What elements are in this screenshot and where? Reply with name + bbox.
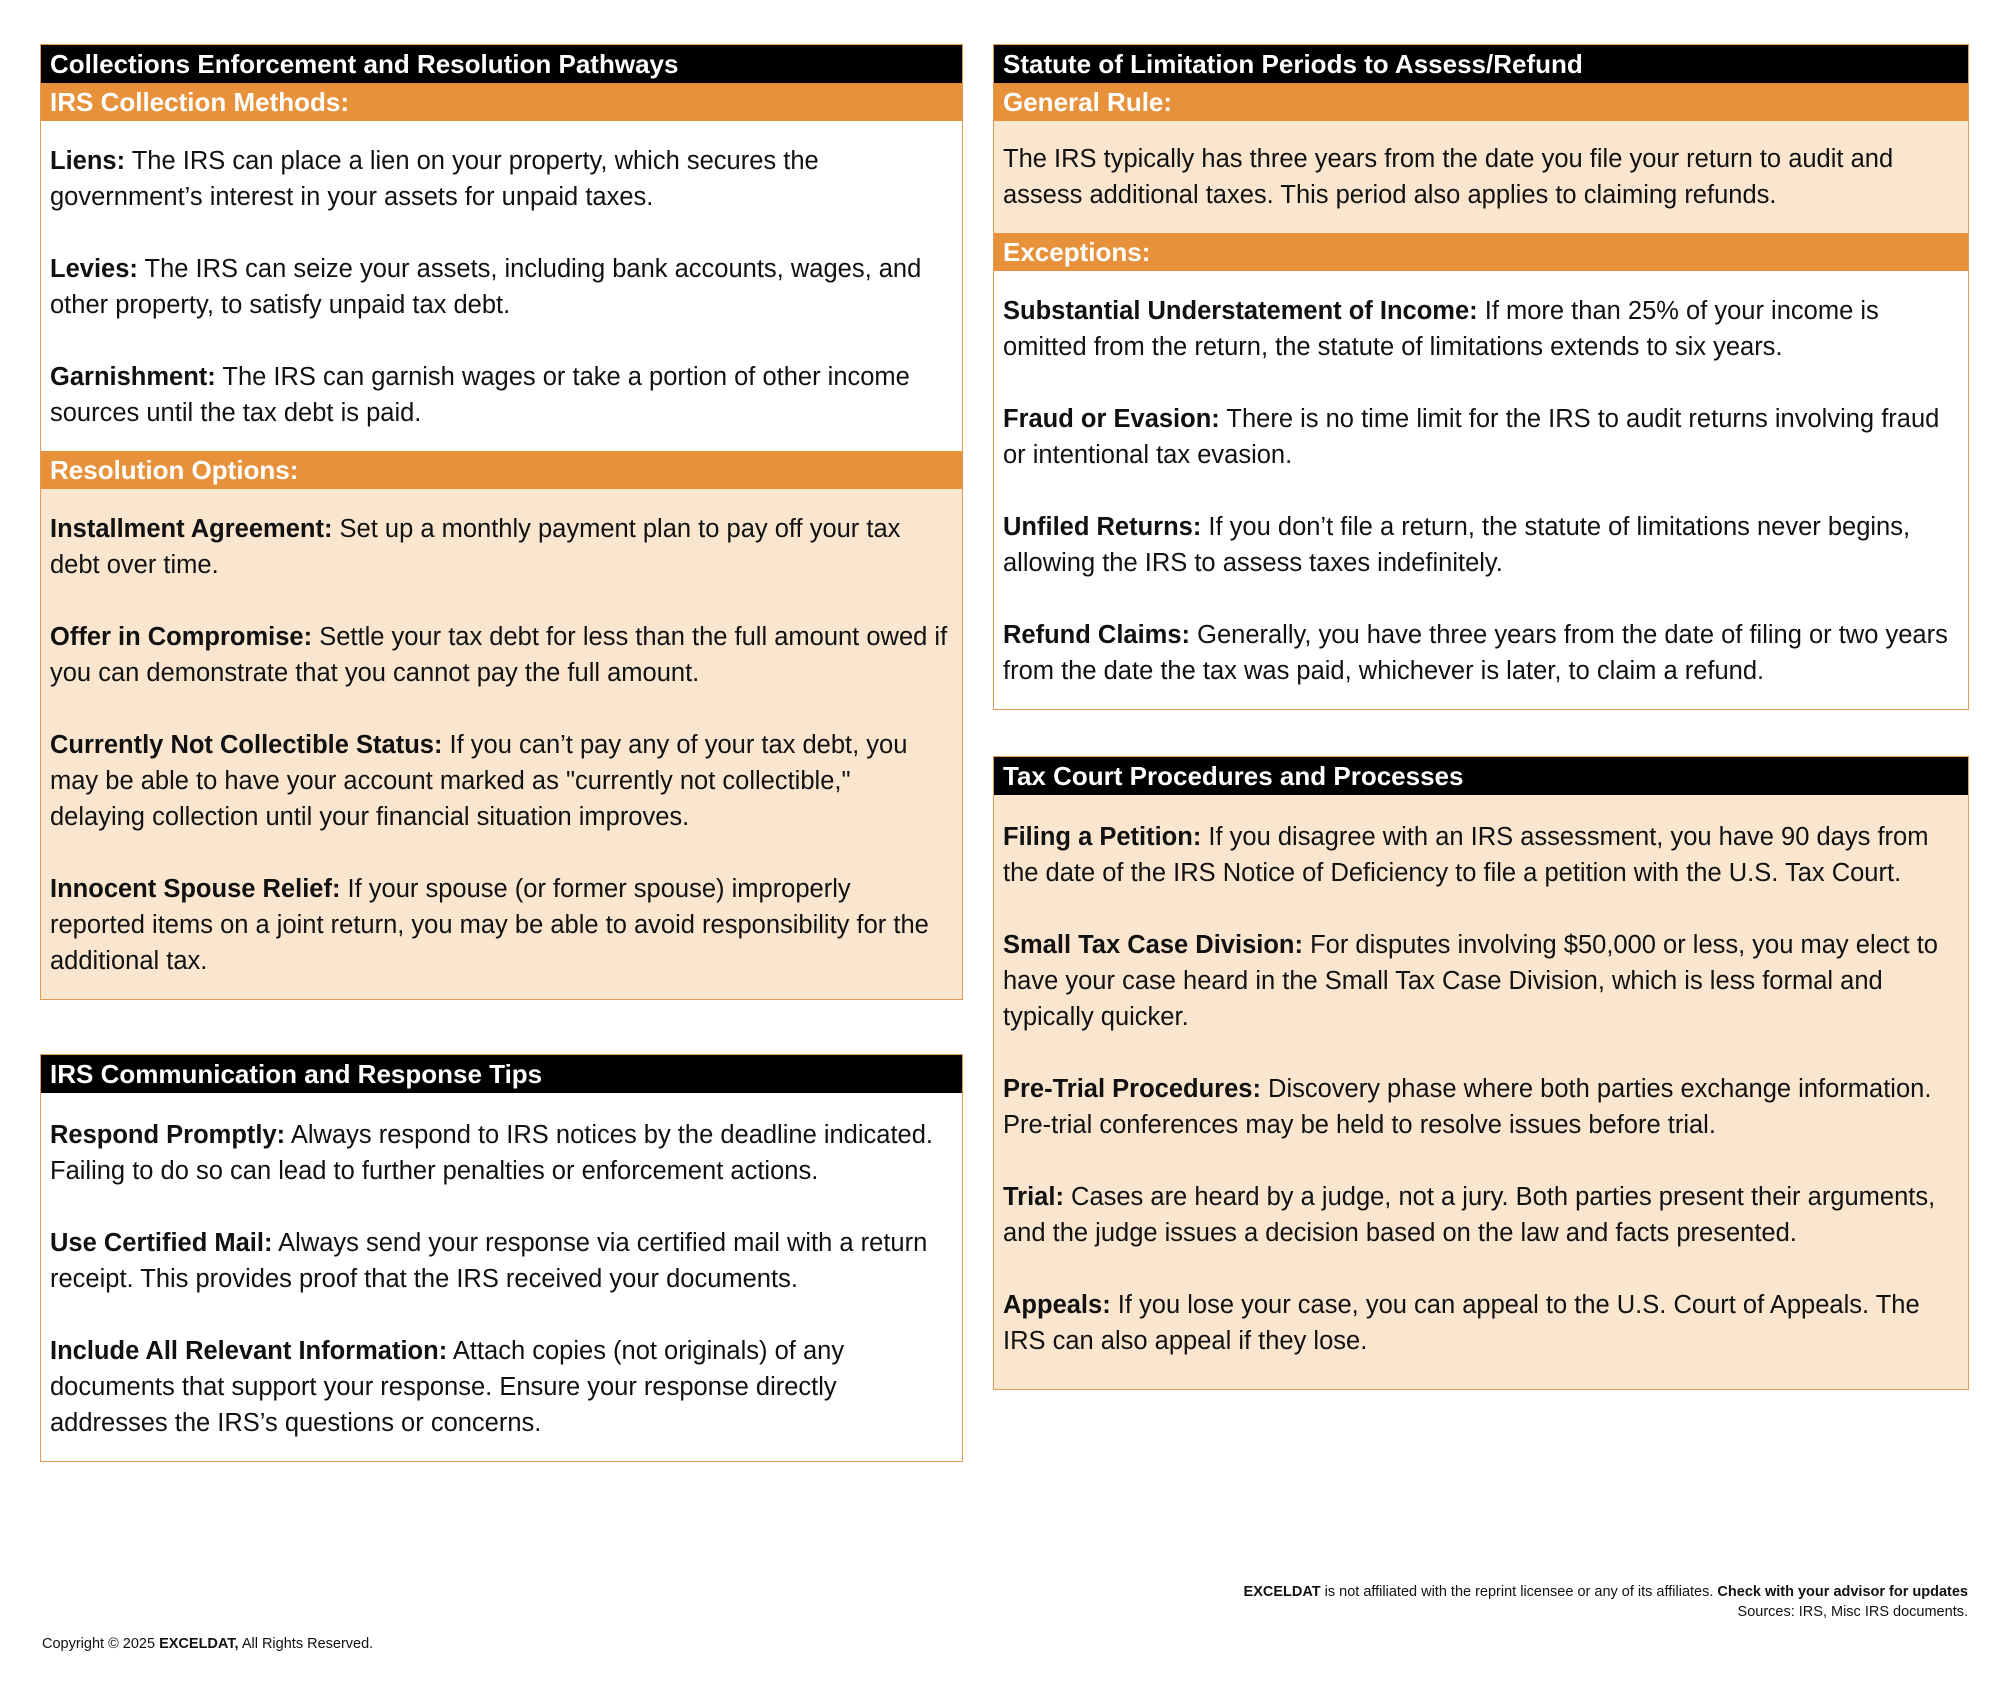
collection-method-item: Levies: The IRS can seize your assets, including bank accounts, wages, and other property, to satisfy unpaid tax debt. — [50, 255, 922, 319]
resolution-options-heading: Resolution Options: — [41, 451, 962, 489]
exception-item: Fraud or Evasion: There is no time limit for the IRS to audit returns involving fraud or intentional tax evasion. — [1003, 405, 1940, 469]
communication-tip-item: Respond Promptly: Always respond to IRS notices by the deadline indicated. Failing to do so can lead to further penalties or enforcement actions. — [50, 1121, 933, 1185]
disclaimer-line: EXCELDAT is not affiliated with the reprint licensee or any of its affiliates. Check with your advisor for updates — [1243, 1584, 1968, 1600]
collection-methods-heading: IRS Collection Methods: — [41, 83, 962, 121]
tax-court-title: Tax Court Procedures and Processes — [994, 757, 1968, 795]
communication-card — [40, 1054, 963, 1462]
sources-line: Sources: IRS, Misc IRS documents. — [1737, 1604, 1968, 1620]
exception-item: Refund Claims: Generally, you have three years from the date of filing or two years from the date the tax was paid, whichever is later, to claim a refund. — [1003, 621, 1948, 685]
resolution-option-item: Currently Not Collectible Status: If you can’t pay any of your tax debt, you may be able to have your account marked as "currently not collectible," delaying collection until your financial situation improves. — [50, 731, 908, 831]
resolution-option-item: Innocent Spouse Relief: If your spouse (or former spouse) improperly reported items on a joint return, you may be able to avoid responsibility for the additional tax. — [50, 875, 929, 975]
general-rule-heading: General Rule: — [994, 83, 1968, 121]
tax-court-body — [994, 795, 1968, 1389]
tax-court-item: Trial: Cases are heard by a judge, not a jury. Both parties present their arguments, and the judge issues a decision based on the law and facts presented. — [1003, 1183, 1936, 1247]
tax-court-item: Small Tax Case Division: For disputes involving $50,000 or less, you may elect to have your case heard in the Small Tax Case Division, which is less formal and typically quicker. — [1003, 931, 1938, 1031]
exceptions-body — [994, 271, 1968, 709]
tax-court-item: Pre-Trial Procedures: Discovery phase where both parties exchange information. Pre-trial conferences may be held to resolve issues before trial. — [1003, 1075, 1932, 1139]
statute-title: Statute of Limitation Periods to Assess/Refund — [994, 45, 1968, 83]
collections-title: Collections Enforcement and Resolution Pathways — [41, 45, 962, 83]
collection-method-item: Liens: The IRS can place a lien on your property, which secures the government’s interest in your assets for unpaid taxes. — [50, 147, 819, 211]
general-rule-text: The IRS typically has three years from the date you file your return to audit and assess additional taxes. This period also applies to claiming refunds. — [1003, 145, 1894, 209]
communication-title: IRS Communication and Response Tips — [41, 1055, 962, 1093]
collections-card — [40, 44, 963, 1000]
tax-court-item: Appeals: If you lose your case, you can appeal to the U.S. Court of Appeals. The IRS can also appeal if they lose. — [1003, 1291, 1920, 1355]
exceptions-heading: Exceptions: — [994, 233, 1968, 271]
exception-item: Unfiled Returns: If you don’t file a return, the statute of limitations never begins, allowing the IRS to assess taxes indefinitely. — [1003, 513, 1911, 577]
communication-body — [41, 1093, 962, 1461]
footer-disclaimer — [1244, 1582, 1968, 1622]
general-rule-body — [994, 121, 1968, 233]
statute-card — [993, 44, 1969, 710]
collection-method-item: Garnishment: The IRS can garnish wages or take a portion of other income sources until the tax debt is paid. — [50, 363, 910, 427]
collection-methods-body — [41, 121, 962, 451]
resolution-options-body — [41, 489, 962, 999]
exception-item: Substantial Understatement of Income: If more than 25% of your income is omitted from the return, the statute of limitations extends to six years. — [1003, 297, 1879, 361]
resolution-option-item: Offer in Compromise: Settle your tax debt for less than the full amount owed if you can demonstrate that you cannot pay the full amount. — [50, 623, 948, 687]
communication-tip-item: Include All Relevant Information: Attach copies (not originals) of any documents that support your response. Ensure your response directly addresses the IRS’s questions or concerns. — [50, 1337, 845, 1437]
resolution-option-item: Installment Agreement: Set up a monthly payment plan to pay off your tax debt over time. — [50, 515, 901, 579]
communication-tip-item: Use Certified Mail: Always send your response via certified mail with a return receipt. This provides proof that the IRS received your documents. — [50, 1229, 928, 1293]
tax-court-item: Filing a Petition: If you disagree with an IRS assessment, you have 90 days from the date of the IRS Notice of Deficiency to file a petition with the U.S. Tax Court. — [1003, 823, 1929, 887]
copyright: Copyright © 2025 EXCELDAT, All Rights Reserved. — [42, 1636, 374, 1652]
tax-court-card — [993, 756, 1969, 1390]
